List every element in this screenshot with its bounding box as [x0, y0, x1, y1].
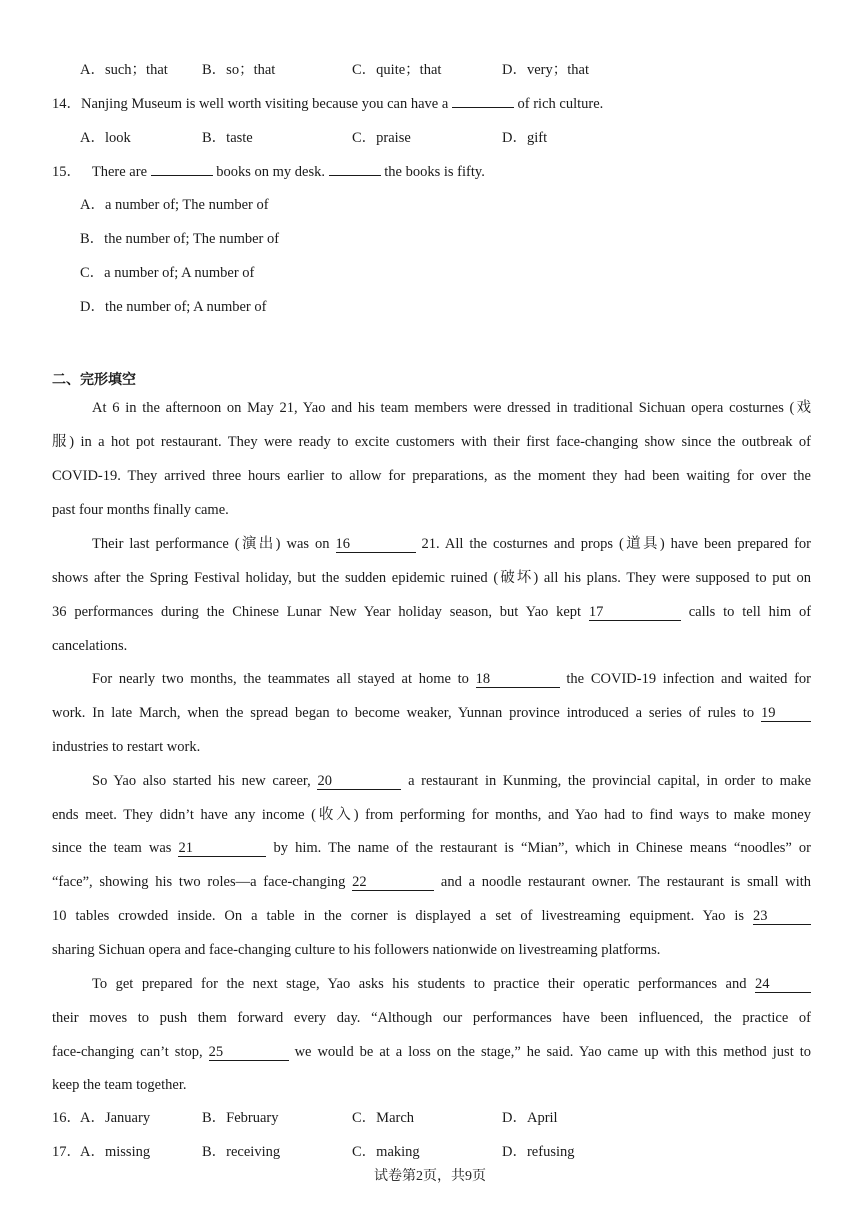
passage-text: For nearly two months, the teammates all stayed at home to — [92, 671, 469, 687]
passage-text: calls to tell him of — [688, 604, 811, 620]
passage-p4-line3 — [52, 838, 811, 858]
blank-17: 17 — [589, 604, 681, 621]
q13-option-c[interactable]: C．quite；that — [352, 62, 442, 78]
q15-text-part2: books on my desk. — [216, 164, 326, 180]
blank-24: 24 — [755, 976, 811, 993]
passage-p5-line3 — [52, 1042, 811, 1062]
blank-23: 23 — [753, 908, 811, 925]
passage-text: Their last performance (演出) was on — [92, 536, 330, 552]
passage-text: by him. The name of the restaurant is “Mian”, which in Chinese means “noodles” or — [273, 840, 811, 856]
passage-p1-line3: COVID-19. They arrived three hours earlier to allow for preparations, as the moment they had been waiting for over the — [52, 468, 811, 484]
passage-p2-line4: cancelations. — [52, 638, 128, 654]
passage-text: since the team was — [52, 840, 172, 856]
passage-p4-line2: ends meet. They didn’t have any income (收入) from performing for months, and Yao had to find ways to make money — [52, 807, 811, 823]
q15-option-a[interactable]: A．a number of; The number of — [80, 197, 269, 213]
passage-p3-line3: industries to restart work. — [52, 739, 201, 755]
passage-p5-line1 — [92, 974, 811, 994]
passage-p1-line4: past four months finally came. — [52, 502, 229, 518]
passage-p2-line3 — [52, 602, 811, 622]
passage-p2-line2: shows after the Spring Festival holiday, but the sudden epidemic ruined (破坏) all his plans. They were supposed to put on — [52, 570, 811, 586]
q17-option-b[interactable]: B．receiving — [202, 1144, 281, 1160]
q15-option-c[interactable]: C．a number of; A number of — [80, 265, 255, 281]
blank-25: 25 — [209, 1044, 289, 1061]
passage-text: 21. All the costurnes and props (道具) have been prepared for — [421, 536, 811, 552]
q15-number: 15． — [52, 164, 81, 180]
q17-number: 17． — [52, 1144, 81, 1160]
q15-option-b[interactable]: B．the number of; The number of — [80, 231, 280, 247]
passage-p4-line1 — [92, 771, 811, 791]
q17-option-a[interactable]: A．missing — [80, 1144, 151, 1160]
passage-text: face-changing can’t stop, — [52, 1044, 203, 1060]
q14-text-after: of rich culture. — [517, 96, 604, 112]
passage-text: a restaurant in Kunming, the provincial capital, in order to make — [408, 773, 811, 789]
q16-option-b[interactable]: B．February — [202, 1110, 279, 1126]
q15-text-part3: the books is fifty. — [384, 164, 485, 180]
passage-p5-line2: their moves to push them forward every day. “Although our performances have been influenced, the practice of — [52, 1010, 811, 1026]
blank-19: 19 — [761, 705, 811, 722]
q15-option-d[interactable]: D．the number of; A number of — [80, 299, 267, 315]
q17-option-c[interactable]: C．making — [352, 1144, 420, 1160]
passage-text: 10 tables crowded inside. On a table in the corner is displayed a set of livestreaming equipment. Yao is — [52, 908, 745, 924]
q14-number: 14． — [52, 96, 81, 112]
q15-stem — [52, 162, 811, 182]
q16-option-a[interactable]: A．January — [80, 1110, 151, 1126]
q16-option-d[interactable]: D．April — [502, 1110, 558, 1126]
passage-p5-line4: keep the team together. — [52, 1077, 187, 1093]
q13-option-a[interactable]: A．such；that — [80, 62, 168, 78]
passage-p2-line1 — [92, 534, 811, 554]
q14-text-before: Nanjing Museum is well worth visiting because you can have a — [81, 96, 449, 112]
passage-text: work. In late March, when the spread began to become weaker, Yunnan province introduced a series of rules to — [52, 705, 755, 721]
blank-16: 16 — [336, 536, 416, 553]
q14-option-a[interactable]: A．look — [80, 130, 131, 146]
passage-text: and a noodle restaurant owner. The restaurant is small with — [440, 874, 811, 890]
q15-text-part1: There are — [91, 164, 148, 180]
passage-text: the COVID-19 infection and waited for — [566, 671, 811, 687]
q17-option-d[interactable]: D．refusing — [502, 1144, 575, 1160]
passage-text: So Yao also started his new career, — [92, 773, 311, 789]
passage-p4-line6: sharing Sichuan opera and face-changing culture to his followers nationwide on livestreaming platforms. — [52, 942, 661, 958]
section-heading: 二、完形填空 — [52, 372, 136, 388]
passage-p3-line2 — [52, 703, 811, 723]
passage-p1-line2: 服) in a hot pot restaurant. They were ready to excite customers with their first face-changing show since the outbreak of — [52, 434, 811, 450]
blank-21: 21 — [178, 840, 266, 857]
blank-18: 18 — [476, 671, 560, 688]
q14-blank — [452, 107, 514, 108]
passage-text: 36 performances during the Chinese Lunar New Year holiday season, but Yao kept — [52, 604, 582, 620]
passage-p4-line5 — [52, 906, 811, 926]
q16-option-c[interactable]: C．March — [352, 1110, 415, 1126]
q13-option-d[interactable]: D．very；that — [502, 62, 589, 78]
q15-blank-1 — [151, 175, 213, 176]
passage-p4-line4 — [52, 872, 811, 892]
passage-text: “face”, showing his two roles—a face-changing — [52, 874, 346, 890]
q13-option-b[interactable]: B．so；that — [202, 62, 276, 78]
q15-blank-2 — [329, 175, 381, 176]
page-footer: 试卷第2页，共9页 — [374, 1169, 486, 1184]
q16-number: 16． — [52, 1110, 81, 1126]
passage-p3-line1 — [92, 669, 811, 689]
q14-stem — [52, 94, 811, 114]
q14-option-d[interactable]: D．gift — [502, 130, 548, 146]
passage-text: we would be at a loss on the stage,” he said. Yao came up with this method just to — [294, 1044, 811, 1060]
blank-20: 20 — [317, 773, 401, 790]
q14-option-b[interactable]: B．taste — [202, 130, 253, 146]
passage-text: To get prepared for the next stage, Yao asks his students to practice their operatic performances and — [92, 976, 747, 992]
q14-option-c[interactable]: C．praise — [352, 130, 411, 146]
blank-22: 22 — [352, 874, 434, 891]
passage-p1-line1: At 6 in the afternoon on May 21, Yao and his team members were dressed in traditional Sichuan opera costurnes (戏 — [92, 400, 811, 416]
